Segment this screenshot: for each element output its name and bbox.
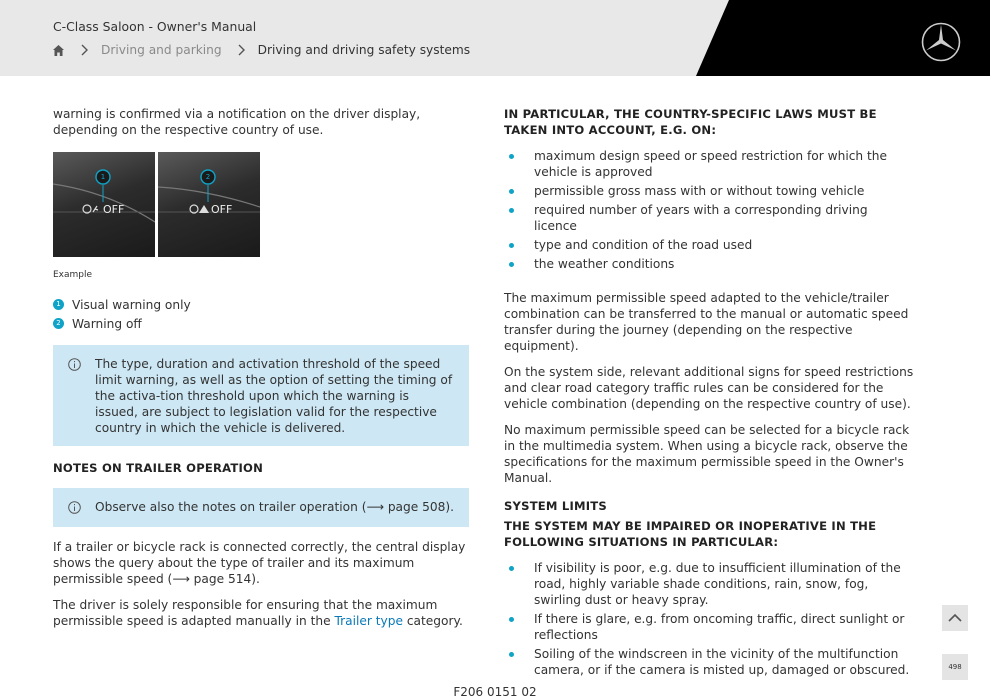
right-column: [504, 106, 914, 681]
info-note-text: Observe also the notes on trailer operation (⟶ page 508).: [95, 500, 455, 514]
figure-off-label-2: OFF: [211, 203, 233, 216]
speed-transfer-paragraph: The maximum permissible speed adapted to the vehicle/trailer combination can be transferred to the manual or automatic speed transfer during the journey (depending on the respective equipment).: [504, 291, 909, 353]
system-limits-subheading: THE SYSTEM MAY BE IMPAIRED OR INOPERATIVE IN THE FOLLOWING SITUATIONS IN PARTICULAR:: [504, 519, 877, 549]
additional-signs-paragraph: On the system side, relevant additional signs for speed restrictions and clear road category traffic rules can be considered for the vehicle combination (depending on the respective country of use).: [504, 365, 914, 411]
info-icon: [68, 501, 81, 514]
trailer-type-link[interactable]: Trailer type: [334, 614, 403, 628]
home-icon[interactable]: [52, 44, 65, 57]
list-item: maximum design speed or speed restriction for which the vehicle is approved: [504, 148, 914, 180]
page-number-badge: 498: [942, 654, 968, 680]
list-item: required number of years with a corresponding driving licence: [504, 202, 914, 234]
paragraph-text: category.: [402, 614, 463, 628]
list-item: permissible gross mass with or without towing vehicle: [504, 183, 914, 199]
legend-number-badge: 1: [53, 299, 64, 310]
list-item: If there is glare, e.g. from oncoming traffic, direct sunlight or reflections: [504, 611, 914, 643]
info-note-trailer: [53, 488, 469, 527]
legend-item: [53, 295, 469, 314]
mercedes-star-logo: [921, 22, 961, 62]
figure-panel-visual-warning: [53, 152, 155, 257]
system-limits-heading: SYSTEM LIMITS: [504, 499, 607, 513]
legend-item: [53, 314, 469, 333]
figure-legend: [53, 295, 469, 333]
figure-off-label-1: OFF: [103, 203, 125, 216]
left-column: [53, 106, 469, 639]
limits-list: [504, 560, 914, 678]
warning-figure: [53, 152, 469, 257]
figure-panel-warning-off: [158, 152, 260, 257]
chevron-right-icon: [77, 43, 91, 57]
info-icon: [68, 358, 81, 371]
list-item: type and condition of the road used: [504, 237, 914, 253]
figure-callout-1: 1: [100, 173, 106, 181]
chevron-up-icon: [942, 605, 968, 631]
manual-title: C-Class Saloon - Owner's Manual: [53, 19, 257, 34]
breadcrumb-item-driving-and-parking[interactable]: Driving and parking: [101, 43, 222, 57]
driver-responsibility-paragraph: [53, 597, 469, 629]
legend-text: Warning off: [72, 316, 142, 331]
paragraph-text: The driver is solely responsible for ensuring that the maximum permissible speed is adapted manually in the: [53, 598, 438, 628]
figure-callout-2: 2: [205, 173, 211, 181]
info-note-warning-threshold: [53, 345, 469, 446]
info-note-text: The type, duration and activation threshold of the speed limit warning, as well as the option of setting the timing of the activa-tion threshold upon which the warning is issued, are subject to legislation valid for the respective country in which the vehicle is delivered.: [95, 357, 453, 435]
breadcrumb: [52, 42, 470, 58]
list-item: Soiling of the windscreen in the vicinity of the multifunction camera, or if the camera is misted up, damaged or obscured.: [504, 646, 914, 678]
footer-code: F206 0151 02: [453, 685, 537, 699]
laws-list: [504, 148, 914, 272]
intro-paragraph: warning is confirmed via a notification on the driver display, depending on the respective country of use.: [53, 107, 421, 137]
figure-caption: Example: [53, 270, 93, 280]
legend-number-badge: 2: [53, 318, 64, 329]
list-item: If visibility is poor, e.g. due to insufficient illumination of the road, highly variable shade conditions, rain, snow, fog, swirling dust or heavy spray.: [504, 560, 914, 608]
breadcrumb-item-current: Driving and driving safety systems: [257, 43, 471, 57]
laws-heading: IN PARTICULAR, THE COUNTRY-SPECIFIC LAWS MUST BE TAKEN INTO ACCOUNT, E.G. ON:: [504, 107, 877, 137]
chevron-right-icon: [234, 43, 248, 57]
page-header: [0, 0, 990, 76]
legend-text: Visual warning only: [72, 297, 191, 312]
bicycle-rack-paragraph: No maximum permissible speed can be selected for a bicycle rack in the multimedia system. When using a bicycle rack, observe the specifications for the maximum permissible speed in the Owner's Manual.: [504, 423, 910, 485]
trailer-query-paragraph: If a trailer or bicycle rack is connected correctly, the central display shows the query about the type of trailer and its maximum permissible speed (⟶ page 514).: [53, 540, 466, 586]
list-item: the weather conditions: [504, 256, 914, 272]
scroll-to-top-button[interactable]: [942, 605, 968, 631]
trailer-heading: NOTES ON TRAILER OPERATION: [53, 461, 264, 475]
